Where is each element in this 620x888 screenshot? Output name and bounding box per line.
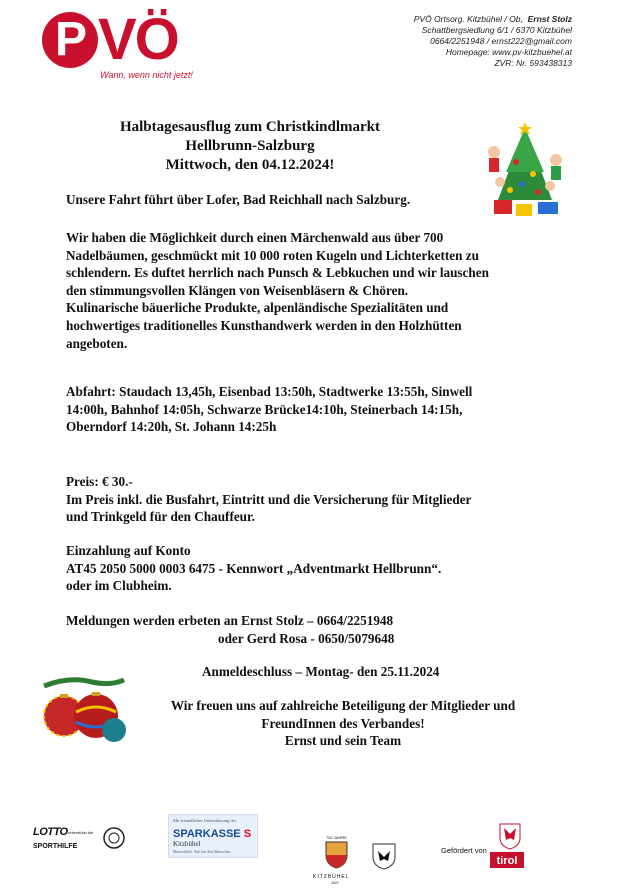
registration-contact-1: Meldungen werden erbeten an Ernst Stolz – 0664/2251948 — [66, 613, 394, 628]
org-line: PVÖ Ortsorg. Kitzbühel / Ob, Ernst Stolz — [413, 14, 572, 24]
org-zvr: ZVR: Nr. 593438313 — [494, 58, 572, 68]
sparkasse-s-icon: S — [243, 828, 252, 840]
title-line-3: Mittwoch, den 04.12.2024! — [165, 157, 335, 173]
description-line: schlendern. Es duftet herrlich nach Punsch & Lebkuchen und wir lauschen — [66, 265, 489, 281]
description-line: Nadelbäumen, geschmückt mit 10 000 roten Kugeln und Lichterketten zu — [66, 247, 479, 263]
registration-deadline: Anmeldeschluss – Montag- den 25.11.2024 — [202, 664, 440, 679]
price-line: und Trinkgeld für den Chauffeur. — [66, 509, 255, 525]
municipality-eagle-crest-icon — [372, 843, 396, 870]
org-contact-block — [414, 14, 572, 69]
closing-line: FreundInnen des Verbandes! — [261, 715, 425, 731]
logo-p-circle: P — [42, 12, 98, 68]
funded-by-label: Gefördert von — [441, 846, 487, 855]
payment-alternative: oder im Clubheim. — [66, 578, 172, 594]
departure-times — [66, 383, 566, 436]
kitzbuehel-label: KITZBÜHEL — [313, 874, 350, 880]
org-chair-name: Ernst Stolz — [527, 14, 572, 24]
sparkasse-name: SPARKASSE S — [173, 828, 252, 840]
lotto-support-label: unterstützt die — [68, 830, 94, 835]
tirol-logo — [490, 822, 524, 870]
payment-section — [66, 542, 566, 595]
christmas-ornaments-illustration — [40, 672, 128, 746]
title-line-2: Hellbrunn-Salzburg — [185, 138, 315, 154]
logo-slogan: Wann, wenn nicht jetzt! — [100, 70, 193, 80]
sparkasse-city: Kitzbühel — [173, 840, 201, 848]
description-line: den stimmungsvollen Klängen von Weisenbläsern & Chören. — [66, 282, 409, 298]
closing-signature: Ernst und sein Team — [284, 733, 402, 749]
price-section — [66, 473, 566, 526]
kitzbuehel-year: 2021 — [331, 881, 339, 885]
tirol-wordmark: tirol — [496, 855, 518, 867]
payment-heading: Einzahlung auf Konto — [66, 543, 191, 558]
logo-vo: VÖ — [98, 7, 178, 72]
description-paragraph — [66, 229, 566, 352]
description-line: hochwertiges traditionelles Kunsthandwerk werden in den Holzhütten — [66, 317, 462, 333]
sparkasse-logo — [168, 814, 258, 858]
description-line: angeboten. — [66, 335, 128, 351]
kitzbuehel-crest-icon — [325, 841, 348, 869]
org-homepage: Homepage: www.pv-kitzbuehel.at — [445, 47, 572, 57]
org-phone-email: 0664/2251948 / ernst222@gmail.com — [430, 36, 572, 46]
closing-line: Wir freuen uns auf zahlreiche Beteiligung der Mitglieder und — [170, 698, 516, 713]
sporthilfe-label: SPORTHILFE — [33, 843, 78, 850]
association-seal-icon — [103, 824, 125, 852]
registration-section — [66, 612, 566, 647]
kitzbuehel-anniversary-label: 750 JAHRE — [326, 835, 347, 840]
pvoe-logo — [42, 8, 202, 88]
title-line-1: Halbtagesausflug zum Christkindlmarkt — [119, 119, 381, 135]
org-address: Schattbergsiedlung 6/1 / 6370 Kitzbühel — [421, 25, 572, 35]
departure-line: Oberndorf 14:20h, St. Johann 14:25h — [66, 419, 277, 435]
event-title — [100, 118, 400, 175]
sparkasse-top-label: Mit freundlicher Unterstützung der — [173, 818, 237, 823]
description-line: Wir haben die Möglichkeit durch einen Märchenwald aus über 700 — [66, 230, 444, 245]
price-amount: Preis: € 30.- — [66, 474, 133, 489]
lotto-logo: LOTTO — [33, 826, 68, 838]
sparkasse-slogan: Menschlich. Nah bei den Menschen. — [173, 849, 232, 854]
closing-message — [130, 697, 556, 750]
registration-contact-2: oder Gerd Rosa - 0650/5079648 — [218, 630, 395, 646]
route-text: Unsere Fahrt führt über Lofer, Bad Reichhall nach Salzburg. — [66, 192, 411, 207]
departure-line: Abfahrt: Staudach 13,45h, Eisenbad 13:50h, Stadtwerke 13:55h, Sinwell — [66, 384, 473, 399]
price-line: Im Preis inkl. die Busfahrt, Eintritt und die Versicherung für Mitglieder — [66, 491, 472, 507]
description-line: Kulinarische bäuerliche Produkte, alpenländische Spezialitäten und — [66, 300, 449, 316]
payment-iban: AT45 2050 5000 0003 6475 - Kennwort „Adventmarkt Hellbrunn“. — [66, 560, 442, 576]
departure-line: 14:00h, Bahnhof 14:05h, Schwarze Brücke14:10h, Steinerbach 14:15h, — [66, 401, 463, 417]
